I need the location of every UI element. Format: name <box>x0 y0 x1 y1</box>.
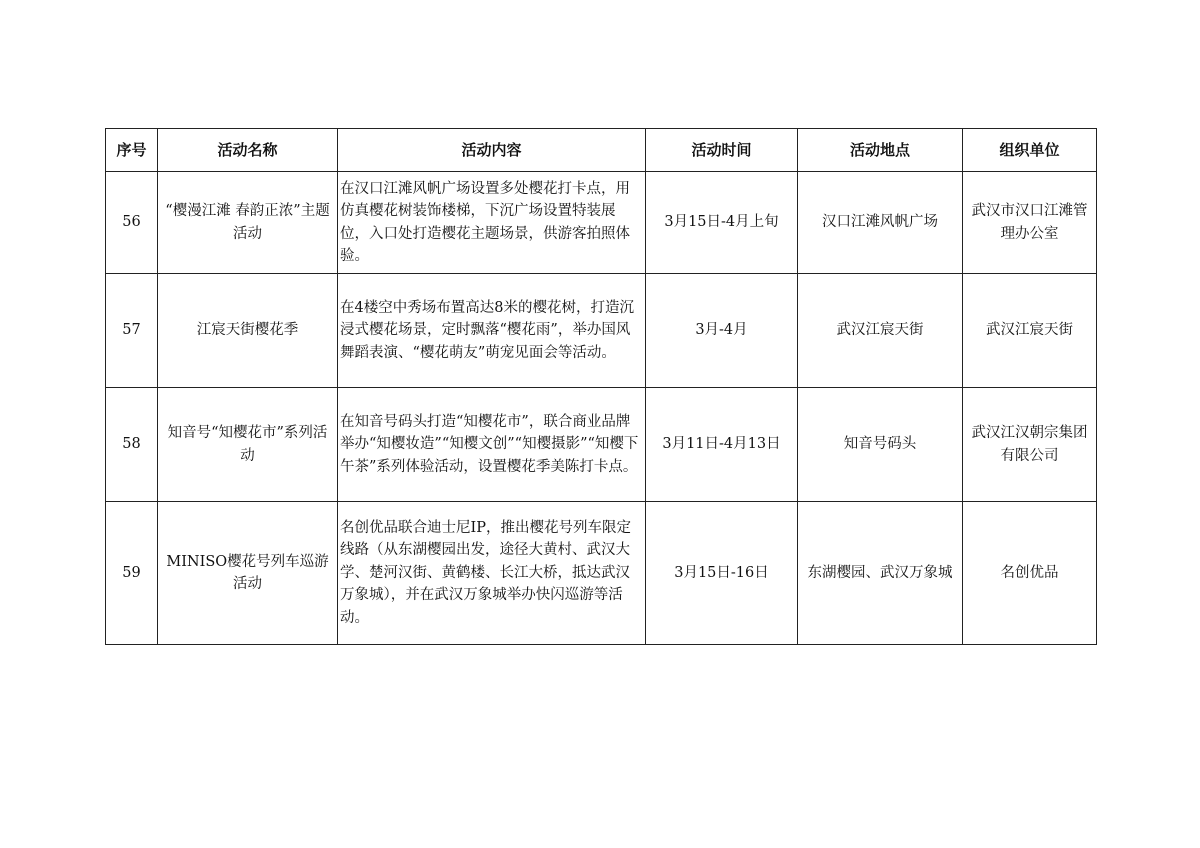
cell-organizer: 武汉江汉朝宗集团有限公司 <box>963 388 1097 502</box>
header-activity-place: 活动地点 <box>798 129 963 172</box>
header-activity-content: 活动内容 <box>338 129 646 172</box>
cell-activity-name: 江宸天街樱花季 <box>158 274 338 388</box>
cell-serial: 57 <box>106 274 158 388</box>
cell-activity-place: 武汉江宸天街 <box>798 274 963 388</box>
cell-activity-content: 在知音号码头打造“知樱花市”，联合商业品牌举办“知樱妆造”“知樱文创”“知樱摄影”“知樱下午茶”系列体验活动，设置樱花季美陈打卡点。 <box>338 388 646 502</box>
activity-table-container <box>105 128 1096 645</box>
cell-activity-place: 汉口江滩风帆广场 <box>798 172 963 274</box>
cell-activity-name: MINISO樱花号列车巡游活动 <box>158 502 338 645</box>
table-header-row <box>106 129 1097 172</box>
cell-activity-name: 知音号“知樱花市”系列活动 <box>158 388 338 502</box>
cell-activity-content: 在4楼空中秀场布置高达8米的樱花树，打造沉浸式樱花场景，定时飘落“樱花雨”，举办国风舞蹈表演、“樱花萌友”萌宠见面会等活动。 <box>338 274 646 388</box>
cell-organizer: 武汉江宸天街 <box>963 274 1097 388</box>
cell-activity-content: 名创优品联合迪士尼IP，推出樱花号列车限定线路（从东湖樱园出发，途径大黄村、武汉大学、楚河汉街、黄鹤楼、长江大桥，抵达武汉万象城），并在武汉万象城举办快闪巡游等活动。 <box>338 502 646 645</box>
header-serial: 序号 <box>106 129 158 172</box>
table-row <box>106 274 1097 388</box>
cell-serial: 56 <box>106 172 158 274</box>
table-row <box>106 388 1097 502</box>
cell-organizer: 武汉市汉口江滩管理办公室 <box>963 172 1097 274</box>
header-activity-name: 活动名称 <box>158 129 338 172</box>
cell-activity-place: 知音号码头 <box>798 388 963 502</box>
cell-activity-time: 3月-4月 <box>646 274 798 388</box>
cell-activity-content: 在汉口江滩风帆广场设置多处樱花打卡点，用仿真樱花树装饰楼梯，下沉广场设置特装展位，入口处打造樱花主题场景，供游客拍照体验。 <box>338 172 646 274</box>
cell-organizer: 名创优品 <box>963 502 1097 645</box>
cell-activity-name: “樱漫江滩 春韵正浓”主题活动 <box>158 172 338 274</box>
table-row <box>106 172 1097 274</box>
cell-serial: 59 <box>106 502 158 645</box>
header-activity-time: 活动时间 <box>646 129 798 172</box>
activity-table <box>105 128 1097 645</box>
cell-activity-place: 东湖樱园、武汉万象城 <box>798 502 963 645</box>
header-organizer: 组织单位 <box>963 129 1097 172</box>
cell-activity-time: 3月11日-4月13日 <box>646 388 798 502</box>
table-row <box>106 502 1097 645</box>
cell-serial: 58 <box>106 388 158 502</box>
cell-activity-time: 3月15日-16日 <box>646 502 798 645</box>
cell-activity-time: 3月15日-4月上旬 <box>646 172 798 274</box>
